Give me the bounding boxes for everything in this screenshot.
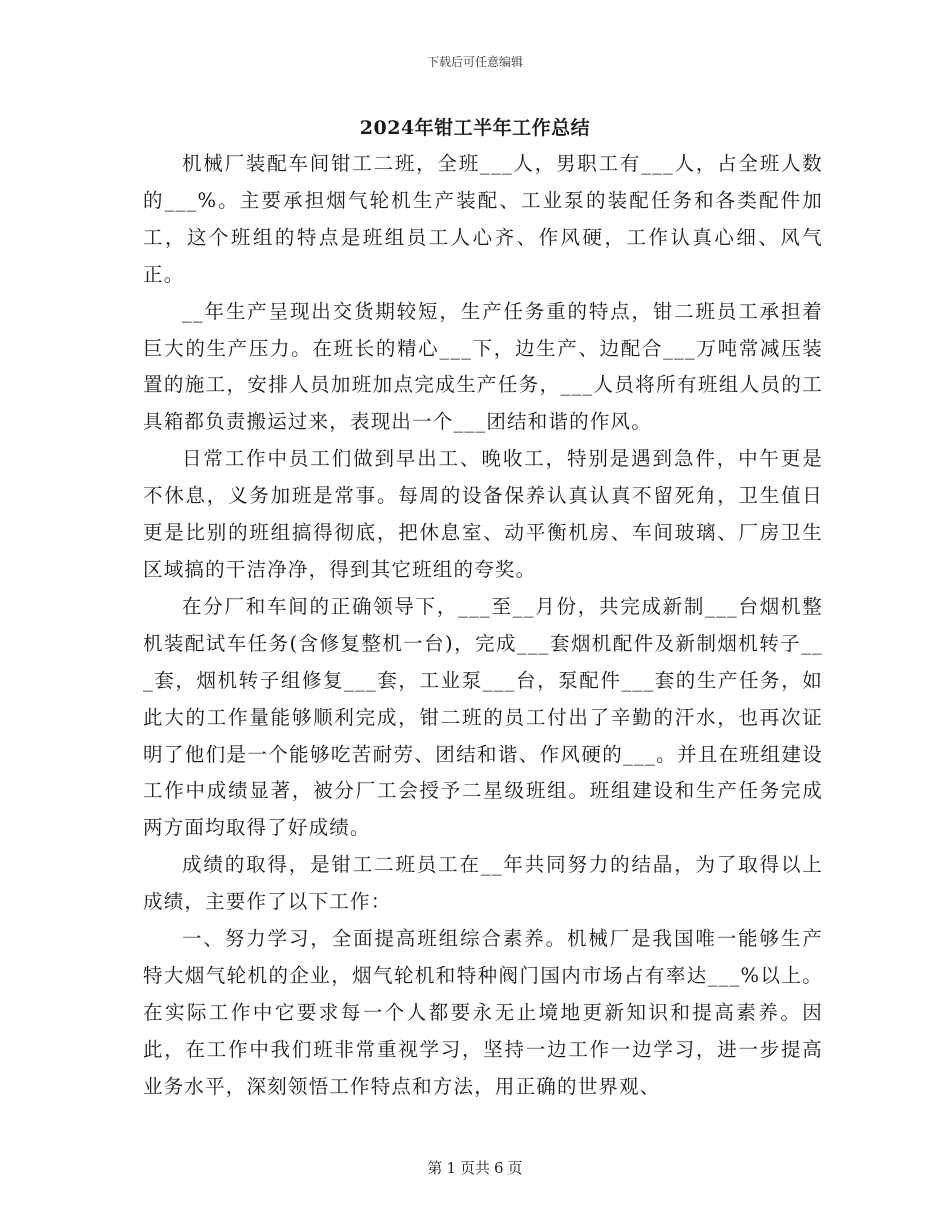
page-mid-label: 页共 bbox=[459, 1159, 490, 1177]
total-pages: 6 bbox=[494, 1159, 504, 1177]
page-number: 1 bbox=[446, 1159, 456, 1177]
page-label: 第 bbox=[427, 1159, 443, 1177]
paragraph: 一、努力学习，全面提高班组综合素养。机械厂是我国唯一能够生产特大烟气轮机的企业，烟气轮机和特种阀门国内市场占有率达___%以上。在实际工作中它要求每一个人都要永无止境地更新知识和提高素养。因此，在工作中我们班非常重视学习，坚持一边工作一边学习，进一步提高业务水平，深刻领悟工作特点和方法，用正确的世界观、 bbox=[143, 927, 823, 1098]
page-footer bbox=[0, 1157, 950, 1178]
paragraph: 机械厂装配车间钳工二班，全班___人，男职工有___人，占全班人数的___%。主要承担烟气轮机生产装配、工业泵的装配任务和各类配件加工，这个班组的特点是班组员工人心齐、作风硬，工作认真心细、风气正。 bbox=[143, 152, 823, 286]
paragraph: 在分厂和车间的正确领导下，___至__月份，共完成新制___台烟机整机装配试车任务(含修复整机一台)，完成___套烟机配件及新制烟机转子___套，烟机转子组修复___套，工业泵___台，泵配件___套的生产任务，如此大的工作量能够顺利完成，钳二班的员工付出了辛勤的汗水，也再次证明了他们是一个能够吃苦耐劳、团结和谐、作风硬的___。并且在班组建设工作中成绩显著，被分厂工会授予二星级班组。班组建设和生产任务完成两方面均取得了好成绩。 bbox=[143, 594, 823, 840]
paragraph: 成绩的取得，是钳工二班员工在__年共同努力的结晶，为了取得以上成绩，主要作了以下工作： bbox=[143, 853, 823, 914]
header-note: 下载后可任意编辑 bbox=[426, 55, 523, 69]
paragraph: __年生产呈现出交货期较短，生产任务重的特点，钳二班员工承担着巨大的生产压力。在班长的精心___下，边生产、边配合___万吨常减压装置的施工，安排人员加班加点完成生产任务，___人员将所有班组人员的工具箱都负责搬运过来，表现出一个___团结和谐的作风。 bbox=[143, 299, 823, 434]
paragraph: 日常工作中员工们做到早出工、晚收工，特别是遇到急件，中午更是不休息，义务加班是常事。每周的设备保养认真认真不留死角，卫生值日更是比别的班组搞得彻底，把休息室、动平衡机房、车间玻璃、厂房卫生区域搞的干洁净净，得到其它班组的夸奖。 bbox=[143, 447, 823, 581]
document-body bbox=[143, 146, 823, 1106]
page-suffix: 页 bbox=[507, 1159, 523, 1177]
document-title: 2024年钳工半年工作总结 bbox=[359, 117, 591, 139]
